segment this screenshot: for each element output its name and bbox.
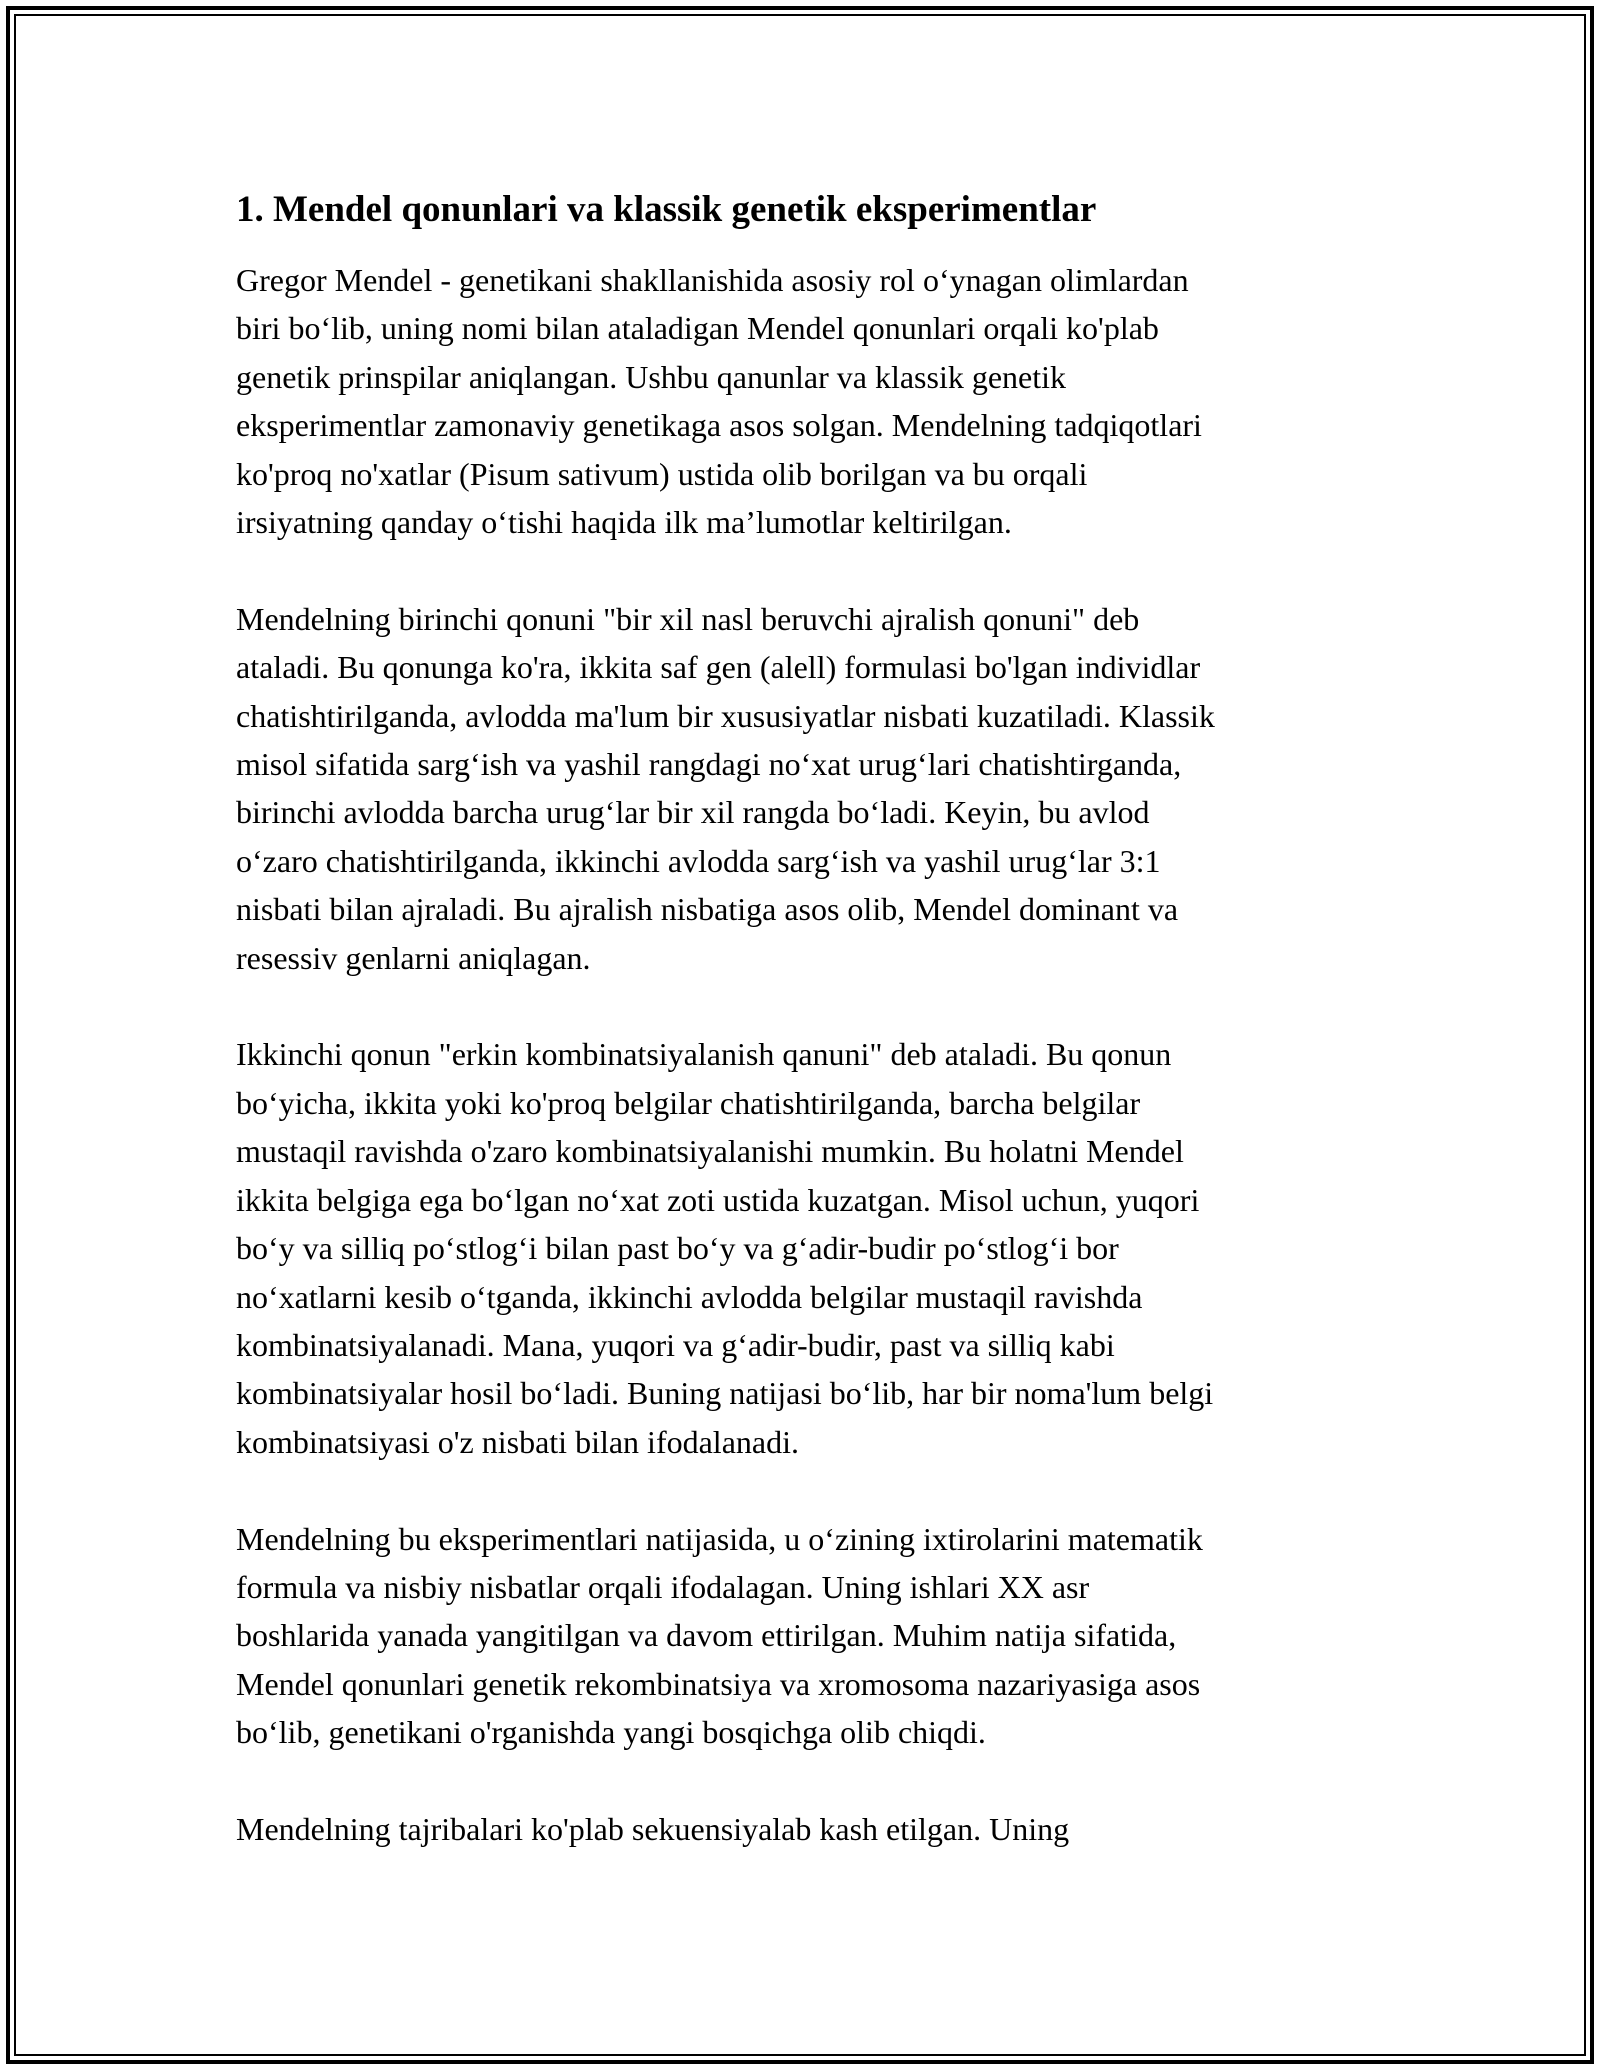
text-line: ataladi. Bu qonunga ko'ra, ikkita saf gen (alell) formulasi bo'lgan individlar <box>236 649 1201 686</box>
text-line: eksperimentlar zamonaviy genetikaga asos solgan. Mendelning tadqiqotlari <box>236 407 1202 444</box>
document-body <box>236 186 1376 1902</box>
paragraph-second-law <box>236 1030 1376 1466</box>
text-line: nisbati bilan ajraladi. Bu ajralish nisbatiga asos olib, Mendel dominant va <box>236 891 1179 928</box>
text-line: Ikkinchi qonun "erkin kombinatsiyalanish qanuni" deb ataladi. Bu qonun <box>236 1036 1172 1073</box>
text-line: bo‘y va silliq po‘stlog‘i bilan past bo‘y va g‘adir-budir po‘stlog‘i bor <box>236 1230 1119 1267</box>
paragraph-first-law <box>236 595 1376 982</box>
text-line: boshlarida yanada yangitilgan va davom ettirilgan. Muhim natija sifatida, <box>236 1617 1177 1654</box>
text-line: resessiv genlarni aniqlagan. <box>236 939 591 976</box>
text-line: ikkita belgiga ega bo‘lgan no‘xat zoti ustida kuzatgan. Misol uchun, yuqori <box>236 1181 1200 1218</box>
text-line: birinchi avlodda barcha urug‘lar bir xil rangda bo‘ladi. Keyin, bu avlod <box>236 794 1150 831</box>
text-line: misol sifatida sarg‘ish va yashil rangdagi no‘xat urug‘lari chatishtirganda, <box>236 746 1182 783</box>
text-line: kombinatsiyalanadi. Mana, yuqori va g‘adir-budir, past va silliq kabi <box>236 1326 1115 1363</box>
text-line: Mendel qonunlari genetik rekombinatsiya va xromosoma nazariyasiga asos <box>236 1665 1201 1702</box>
text-line: kombinatsiyasi o'z nisbati bilan ifodalanadi. <box>236 1423 799 1460</box>
text-line: genetik prinspilar aniqlangan. Ushbu qanunlar va klassik genetik <box>236 358 1067 395</box>
text-line: o‘zaro chatishtirilganda, ikkinchi avlodda sarg‘ish va yashil urug‘lar 3:1 <box>236 842 1161 879</box>
text-line: no‘xatlarni kesib o‘tganda, ikkinchi avlodda belgilar mustaqil ravishda <box>236 1278 1143 1315</box>
paragraph-experiments <box>236 1805 1376 1853</box>
text-line: mustaqil ravishda o'zaro kombinatsiyalanishi mumkin. Bu holatni Mendel <box>236 1133 1184 1170</box>
text-line: formula va nisbiy nisbatlar orqali ifodalagan. Uning ishlari XX asr <box>236 1568 1090 1605</box>
section-heading: 1. Mendel qonunlari va klassik genetik eksperimentlar <box>236 189 1097 230</box>
text-line: chatishtirilganda, avlodda ma'lum bir xususiyatlar nisbati kuzatiladi. Klassik <box>236 697 1215 734</box>
text-line: Mendelning bu eksperimentlari natijasida, u o‘zining ixtirolarini matematik <box>236 1520 1203 1557</box>
text-line: ko'proq no'xatlar (Pisum sativum) ustida olib borilgan va bu orqali <box>236 455 1088 492</box>
text-line: kombinatsiyalar hosil bo‘ladi. Buning natijasi bo‘lib, har bir noma'lum belgi <box>236 1375 1214 1412</box>
paragraph-intro <box>236 256 1376 546</box>
text-line: Gregor Mendel - genetikani shakllanishida asosiy rol o‘ynagan olimlardan <box>236 262 1189 298</box>
text-line: bo‘lib, genetikani o'rganishda yangi bosqichga olib chiqdi. <box>236 1714 986 1751</box>
text-line: biri bo‘lib, uning nomi bilan ataladigan Mendel qonunlari orqali ko'plab <box>236 310 1159 347</box>
text-line: bo‘yicha, ikkita yoki ko'proq belgilar chatishtirilganda, barcha belgilar <box>236 1084 1141 1121</box>
text-line: Mendelning birinchi qonuni "bir xil nasl beruvchi ajralish qonuni" deb <box>236 600 1140 637</box>
text-line: Mendelning tajribalari ko'plab sekuensiyalab kash etilgan. Uning <box>236 1810 1070 1847</box>
text-line: irsiyatning qanday o‘tishi haqida ilk ma’lumotlar keltirilgan. <box>236 504 1012 541</box>
paragraph-results <box>236 1515 1376 1757</box>
